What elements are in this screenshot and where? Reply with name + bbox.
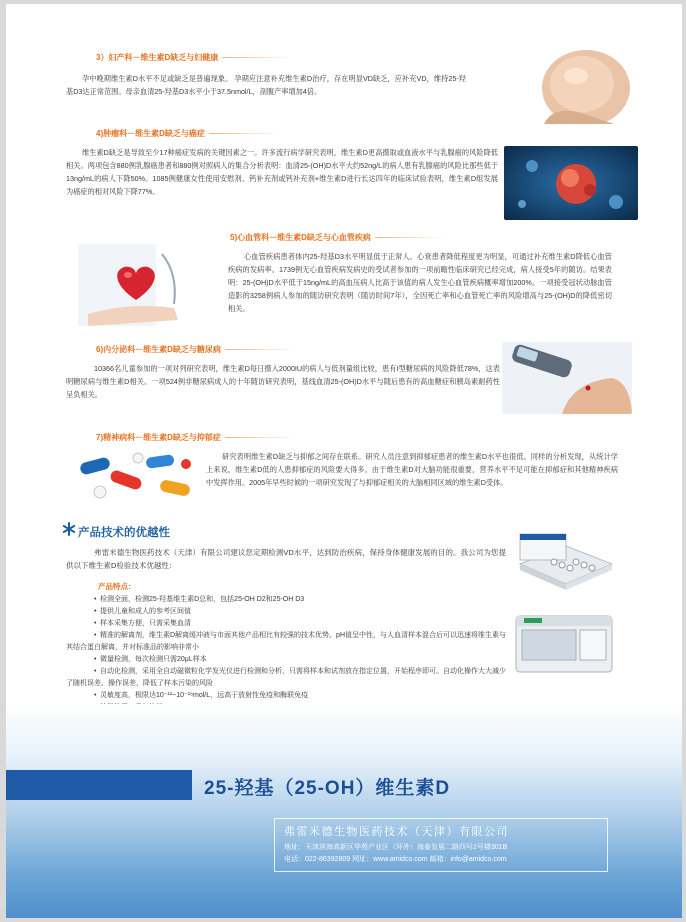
- banner-accent-bar: [6, 770, 192, 800]
- tech-section-title: 产品技术的优越性: [78, 525, 170, 539]
- feature-item: • 自动化检测，采用全自动磁微粒化学发光仪进行检测和分析，只需将样本和试剂放在指定位置，开始程序即可。自动化操作大大减少了随机误差、操作误差，降低了样本污染的风险: [66, 666, 506, 690]
- section-5-text: 心血管疾病患者体内25-羟基D3水平明显低于正常人。心衰患者降低程度更为明显，可通过补充维生素D降低心血管疾病的发病率。1739例无心血管疾病发病史的受试者参加的一项前瞻性临床研究已经完成，病人接受5年的随访。结果表明：25-(OH)D水平低于15ng/mL的高血压病人比高于该值的病人发生心血管疾病概率增加200%。一项接受冠状动脉血管造影的3258例病人参加的随访研究表明（随访时间7年），全因死亡率和心血管死亡率的风险增高与25-(OH)D的降低密切相关。: [228, 252, 612, 313]
- feature-item: • 提供儿童和成人的参考区间值: [66, 606, 506, 618]
- bottom-banner-background: [6, 704, 682, 918]
- company-address: 地址：天津滨海高新区华苑产业区（环外）海泰发展二路四号2号楼301B: [284, 844, 508, 851]
- pills-image: [70, 444, 200, 510]
- title-divider: [209, 133, 279, 134]
- glucose-meter-image: [502, 342, 632, 414]
- company-name: 弗雷米德生物医药技术（天津）有限公司: [284, 826, 509, 838]
- section-4-title: [96, 128, 279, 139]
- product-banner-title: 25-羟基（25-OH）维生素D: [204, 778, 451, 799]
- title-divider: [225, 349, 295, 350]
- features-label: 产品特点：: [98, 582, 136, 591]
- section-3-text: 孕中晚期维生素D水平不足或缺乏是普遍现象。 孕期应注意补充维生素D治疗，存在明显VD缺乏，应补充VD，维持25-羟基D3达正常范围。母亲血清25-羟基D3水平小于37.5nmol/L，剖腹产率增加4倍。: [66, 74, 466, 96]
- section-6-title-text: 6)内分泌科－维生素D缺乏与糖尿病: [96, 345, 221, 354]
- section-4-title-text: 4)肿瘤科－维生素D缺乏与癌症: [96, 129, 205, 138]
- pregnancy-image: [524, 44, 634, 124]
- feature-item: • 检测全面，检测25-羟基维生素D总和，包括25-OH D2和25-OH D3: [66, 594, 506, 606]
- section-3-title-text: 3）妇产科－维生素D缺乏与妇健康: [96, 53, 219, 62]
- brochure-page: [6, 4, 682, 918]
- feature-item: • 样本采集方便，只需采集血清: [66, 618, 506, 630]
- feature-item: • 微量检测，每次检测只需20μL样本: [66, 654, 506, 666]
- cancer-cell-image: [504, 146, 638, 220]
- analyzer-instrument-image: [510, 606, 618, 680]
- snowflake-icon: [62, 522, 76, 536]
- section-5-title: [230, 232, 445, 243]
- section-7-title: [96, 432, 295, 443]
- section-6-text: 10366名儿童参加的一项对列研究表明，维生素D每日摄入2000IU的病人与低剂量组比较，患有I型糖尿病的风险降低78%，这表明糖尿病与维生素D相关。一项524例非糖尿病成人的十年随访研究表明，基线血清25-(OH)D水平与随后患有的高血糖症和胰岛素耐药性呈负相关。: [66, 364, 500, 399]
- feature-item: • 精准的解离剂，维生素D解离缓冲液与市面其他产品相比有较强的技术优势。pH值呈中性，与人血清样本混合后可以迅速将维生素与其结合蛋白解离，并对标准品的影响非常小: [66, 630, 506, 654]
- section-3-title: [96, 52, 292, 63]
- section-6-title: [96, 344, 295, 355]
- company-contact-line: 电话：022-86392809 网址：www.amidco.com 邮箱：info@amidco.com: [284, 856, 507, 863]
- title-divider: [222, 57, 292, 58]
- section-5-title-text: 5)心血管科－维生素D缺乏与心血管疾病: [230, 233, 371, 242]
- feature-item: • 灵敏度高，极限达10⁻¹²~10⁻¹⁸mol/L，远高于放射性免疫和酶联免疫: [66, 690, 506, 702]
- section-7-title-text: 7)精神病科－维生素D缺乏与抑郁症: [96, 433, 221, 442]
- title-divider: [375, 237, 445, 238]
- section-4-text: 维生素D缺乏是导致至少17种癌症发病的关键因素之一。许多流行病学研究表明，维生素D更高摄取或血液水平与乳腺癌的风险降低相关。两项包含880例乳腺癌患者和880例对照病人的集合分析表明：血清25-(OH)D水平大约52ng/L的病人患有乳腺癌的风险比那些低于13ng/mL的病人下降50%。1085例健康女性使用安慰剂、钙补充剂或钙补充剂+维生素D进行长达四年的临床试验表明，维生素D组发展为癌症的相对风险下降77%。: [66, 148, 498, 196]
- section-7-text: 研究表明维生素D缺乏与抑郁之间存在联系。研究人员注意到抑郁症患者的维生素D水平也很低。同样的分析发现，从统计学上来说，维生素D低的人患抑郁症的风险要大得多。由于维生素D对大脑功能很重要，营养水平不足可能在抑郁症和其他精神疾病中发挥作用。2005年早些时候的一项研究发现了与抑郁症相关的大脑相同区域的维生素D受体。: [206, 452, 618, 487]
- title-divider: [225, 437, 295, 438]
- reagent-kit-image: [514, 526, 618, 594]
- tech-intro: 弗雷米德生物医药技术（天津）有限公司建议您定期检测VD水平，达到防治疾病，保持身体健康发展的目的。我公司为您提供以下维生素D检验技术优越性：: [66, 548, 506, 570]
- heart-hand-image: [78, 244, 198, 326]
